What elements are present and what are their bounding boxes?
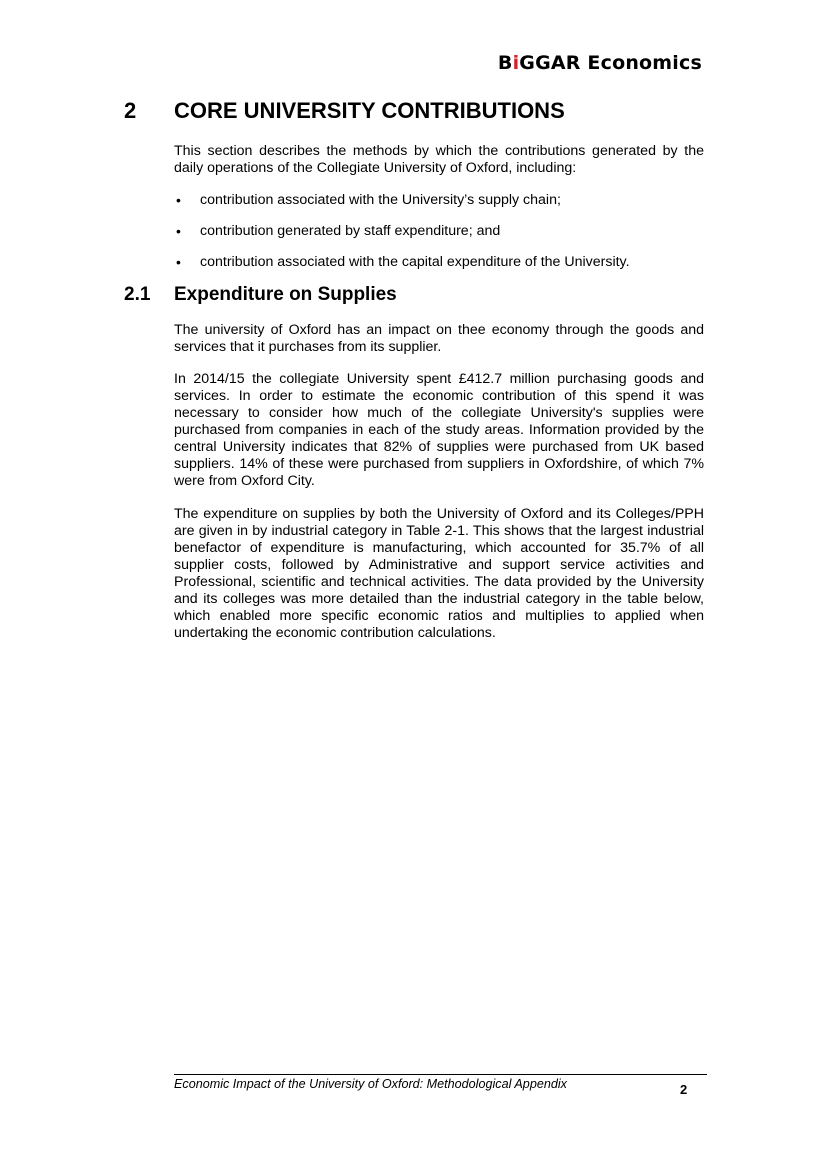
paragraph-block [174, 322, 704, 356]
list-item [174, 223, 704, 240]
bullet-icon: • [176, 223, 181, 239]
list-item [174, 254, 704, 271]
paragraph: The expenditure on supplies by both the University of Oxford and its Colleges/PPH are given in by industrial category in Table 2-1. This shows that the largest industrial benefactor of expenditure is manufacturing, which accounted for 35.7% of all supplier costs, followed by Administrative and support service activities and Professional, scientific and technical activities. The data provided by the University and its colleges was more detailed than the industrial category in the table below, which enabled more specific economic ratios and multiplies to applied when undertaking the economic contribution calculations. [174, 506, 704, 641]
paragraph: In 2014/15 the collegiate University spent £412.7 million purchasing goods and services. In order to estimate the economic contribution of this spend it was necessary to consider how much of the collegiate University's supplies were purchased from companies in each of the study areas. Information provided by the central University indicates that 82% of supplies were purchased from UK based suppliers. 14% of these were purchased from suppliers in Oxfordshire, of which 7% were from Oxford City. [174, 371, 704, 489]
footer-title: Economic Impact of the University of Oxford: Methodological Appendix [174, 1077, 567, 1091]
paragraph: The university of Oxford has an impact on thee economy through the goods and services that it purchases from its supplier. [174, 322, 704, 355]
company-logo [498, 52, 702, 74]
list-item-text: contribution associated with the University’s supply chain; [200, 192, 561, 208]
list-item [174, 192, 704, 209]
subsection-number: 2.1 [124, 284, 151, 305]
section-heading [124, 98, 724, 124]
section-title: CORE UNIVERSITY CONTRIBUTIONS [174, 98, 565, 123]
subsection-title: Expenditure on Supplies [174, 284, 397, 305]
logo-text: GGAR Economics [519, 52, 702, 74]
bullet-icon: • [176, 254, 181, 270]
bullet-icon: • [176, 192, 181, 208]
footer-divider [174, 1074, 707, 1075]
contribution-list [174, 192, 704, 285]
logo-letter-b: B [497, 52, 513, 74]
paragraph-block [174, 371, 704, 490]
list-item-text: contribution generated by staff expenditure; and [200, 223, 501, 239]
section-intro-block [174, 143, 704, 177]
list-item-text: contribution associated with the capital expenditure of the University. [200, 254, 630, 270]
paragraph-block [174, 506, 704, 642]
section-number: 2 [124, 98, 137, 123]
subsection-heading [124, 284, 397, 306]
page-number: 2 [680, 1082, 688, 1097]
section-intro: This section describes the methods by which the contributions generated by the daily operations of the Collegiate University of Oxford, including: [174, 143, 704, 176]
logo-letter-i: i [512, 52, 520, 74]
